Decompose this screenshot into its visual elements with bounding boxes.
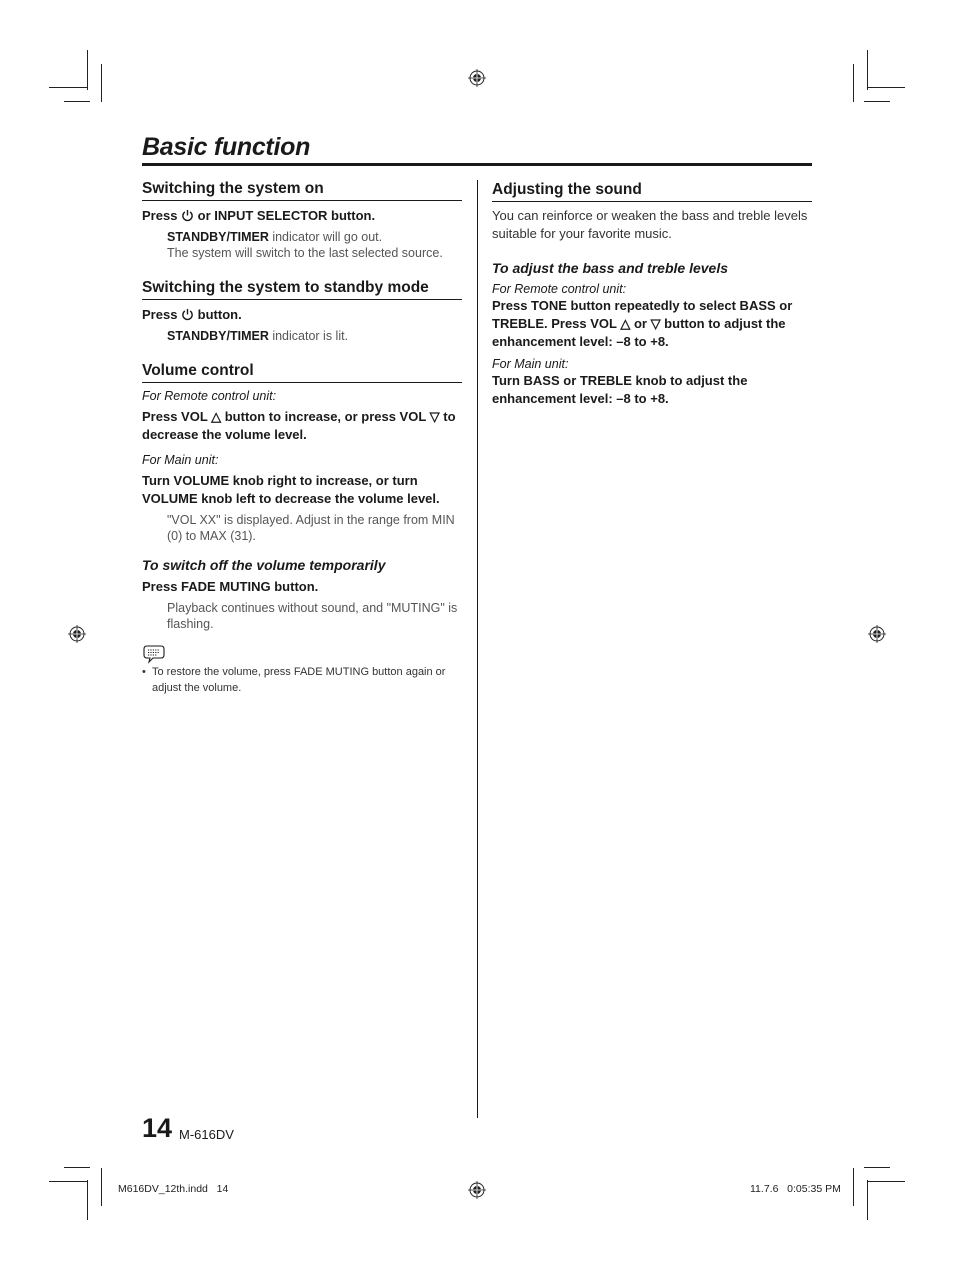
result-system-on: STANDBY/TIMER indicator will go out. The system will switch to the last selected source. <box>167 230 443 260</box>
label-remote-control: For Remote control unit: <box>492 282 627 296</box>
crop-mark <box>64 101 90 102</box>
result-standby: STANDBY/TIMER indicator is lit. <box>167 329 349 343</box>
label-remote-control: For Remote control unit: <box>142 389 277 403</box>
crop-mark <box>49 87 87 88</box>
crop-mark <box>867 1181 905 1182</box>
instruction-volume-remote: Press VOL △ button to increase, or press VOL ▽ to decrease the volume level. <box>142 409 456 442</box>
left-column <box>142 180 462 696</box>
instruction-volume-main: Turn VOLUME knob right to increase, or turn VOLUME knob left to decrease the volume level. <box>142 473 440 506</box>
model-name: M-616DV <box>179 1127 234 1142</box>
crop-mark <box>87 50 88 90</box>
section-heading-standby: Switching the system to standby mode <box>142 279 462 300</box>
section-heading-volume: Volume control <box>142 362 462 383</box>
crop-mark <box>867 87 905 88</box>
label-main-unit: For Main unit: <box>492 357 569 371</box>
instruction-standby: Press button. <box>142 307 242 322</box>
note-icon <box>142 644 166 664</box>
note-item: • To restore the volume, press FADE MUTING button again or adjust the volume. <box>142 664 462 696</box>
power-icon <box>181 209 194 222</box>
subheading-mute: To switch off the volume temporarily <box>142 557 386 573</box>
crop-mark <box>867 1180 868 1220</box>
sound-intro: You can reinforce or weaken the bass and treble levels suitable for your favorite music. <box>492 208 808 241</box>
page-number: 14 <box>142 1113 173 1143</box>
column-divider <box>477 180 478 1118</box>
crop-mark <box>101 64 102 102</box>
section-heading-system-on: Switching the system on <box>142 180 462 201</box>
crop-mark <box>864 1167 890 1168</box>
crop-mark <box>101 1168 102 1206</box>
timestamp-slug: 11.7.6 0:05:35 PM <box>750 1183 841 1195</box>
subheading-bass-treble: To adjust the bass and treble levels <box>492 260 728 276</box>
title-rule <box>142 163 812 166</box>
instruction-tone-main: Turn BASS or TREBLE knob to adjust the enhancement level: –8 to +8. <box>492 373 748 406</box>
crop-mark <box>853 1168 854 1206</box>
label-main-unit: For Main unit: <box>142 453 219 467</box>
crop-mark <box>64 1167 90 1168</box>
page-title: Basic function <box>142 133 311 161</box>
result-volume: "VOL XX" is displayed. Adjust in the range from MIN (0) to MAX (31). <box>167 513 455 543</box>
registration-mark-icon <box>468 1181 486 1199</box>
file-slug: M616DV_12th.indd 14 <box>118 1183 229 1195</box>
crop-mark <box>867 50 868 90</box>
instruction-system-on: Press or INPUT SELECTOR button. <box>142 208 376 223</box>
registration-mark-icon <box>868 625 886 643</box>
crop-mark <box>49 1181 87 1182</box>
registration-mark-icon <box>468 69 486 87</box>
instruction-tone-remote: Press TONE button repeatedly to select BASS or TREBLE. Press VOL △ or ▽ button to adjust the enhancement level: –8 to +8. <box>492 298 793 349</box>
result-mute: Playback continues without sound, and "MUTING" is flashing. <box>167 601 458 631</box>
section-heading-sound: Adjusting the sound <box>492 181 812 202</box>
note-text: To restore the volume, press FADE MUTING button again or adjust the volume. <box>152 666 446 694</box>
right-column <box>492 181 812 408</box>
crop-mark <box>853 64 854 102</box>
registration-mark-icon <box>68 625 86 643</box>
crop-mark <box>864 101 890 102</box>
instruction-mute: Press FADE MUTING button. <box>142 579 319 594</box>
power-icon <box>181 308 194 321</box>
crop-mark <box>87 1180 88 1220</box>
